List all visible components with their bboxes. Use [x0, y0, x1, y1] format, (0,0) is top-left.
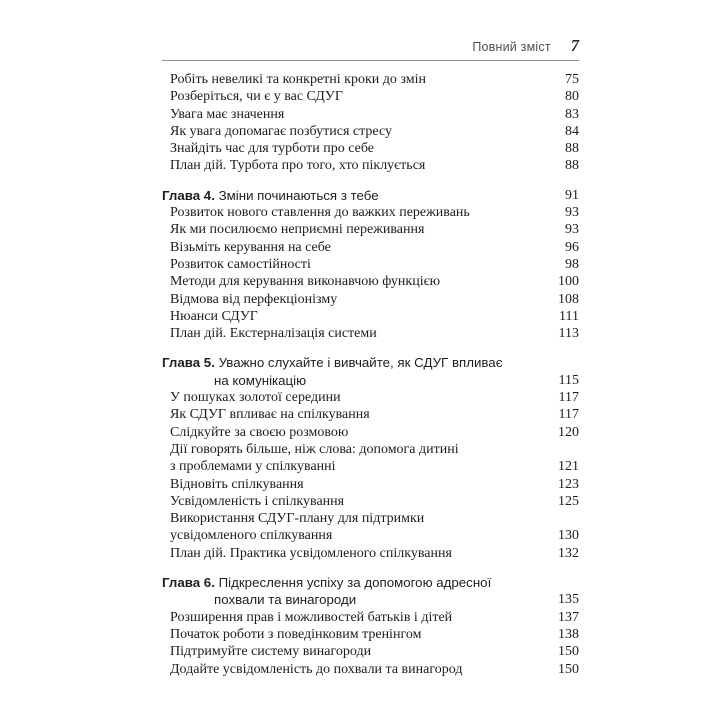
entry-page-number: 125 [558, 493, 579, 509]
toc-entry [162, 256, 579, 273]
entry-title-line: Слідкуйте за своєю розмовою [170, 424, 349, 440]
chapter-title-line [162, 354, 502, 371]
entry-title-line: Розвиток самостійності [170, 256, 311, 272]
toc-entry [162, 626, 579, 643]
entry-title [170, 106, 284, 123]
chapter-page-number: 115 [558, 372, 579, 388]
entry-page-number: 121 [558, 459, 579, 475]
entry-page-number: 132 [558, 545, 579, 561]
entry-title [170, 389, 341, 406]
chapter-label: Глава 4. [162, 187, 219, 203]
entry-page-number: 123 [558, 476, 579, 492]
toc-entry [162, 493, 579, 510]
entry-title-line: Увага має значення [170, 106, 285, 122]
chapter-title-line [162, 574, 491, 591]
toc-entry [162, 325, 579, 342]
entry-title [170, 406, 370, 423]
toc-entry [162, 273, 579, 290]
toc-entry [162, 643, 579, 660]
entry-page-number: 93 [565, 222, 579, 238]
page-header [162, 36, 579, 61]
entry-title [170, 157, 425, 174]
chapter-page-number: 91 [565, 187, 579, 203]
entry-title [170, 493, 344, 510]
entry-title-line: Відновіть спілкування [170, 476, 304, 492]
toc-entry [162, 661, 579, 678]
toc-entry [162, 221, 579, 238]
entry-title-line: Нюанси СДУГ [170, 308, 258, 324]
entry-title-line: усвідомленого спілкування [170, 528, 333, 544]
chapter-label: Глава 6. [162, 575, 219, 591]
entry-title-line: Підтримуйте систему винагороди [170, 644, 372, 660]
entry-title [170, 661, 462, 678]
entry-title [170, 609, 452, 626]
entry-page-number: 98 [565, 256, 579, 272]
entry-title-line: Знайдіть час для турботи про себе [170, 141, 374, 157]
entry-title-line: Як увага допомагає позбутися стресу [170, 123, 392, 139]
entry-page-number: 150 [558, 644, 579, 660]
entry-title [170, 291, 337, 308]
toc-sections [162, 71, 579, 678]
running-title: Повний зміст [472, 40, 551, 54]
entry-title-line: План дій. Екстерналізація системи [170, 326, 377, 342]
entry-title-line: Як ми посилюємо неприємні переживання [170, 222, 425, 238]
entry-title [170, 308, 258, 325]
entry-page-number: 88 [565, 141, 579, 157]
entry-title [170, 626, 421, 643]
entry-title [170, 221, 424, 238]
entry-page-number: 111 [559, 308, 579, 324]
toc-chapter-section [162, 574, 579, 678]
chapter-title-lines [162, 354, 502, 389]
chapter-title: Уважно слухайте і вивчайте, як СДУГ впливає [218, 355, 503, 371]
entry-title [170, 643, 371, 660]
entry-title-line: Усвідомленість і спілкування [170, 493, 345, 509]
chapter-label: Глава 5. [162, 355, 219, 371]
toc-entry [162, 106, 579, 123]
chapter-heading [162, 187, 579, 204]
entry-title-line: План дій. Турбота про того, хто піклується [170, 158, 426, 174]
chapter-title: Підкреслення успіху за допомогою адресної [218, 575, 492, 591]
toc-section [162, 71, 579, 175]
toc-entry [162, 123, 579, 140]
entry-title [170, 204, 470, 221]
toc-entry [162, 406, 579, 423]
entry-title [170, 510, 424, 545]
toc-entry [162, 204, 579, 221]
entry-page-number: 130 [558, 528, 579, 544]
chapter-title-lines [162, 187, 379, 204]
chapter-page-number: 135 [558, 592, 579, 608]
toc-entry [162, 239, 579, 256]
entry-title [170, 273, 440, 290]
entry-title [170, 256, 311, 273]
folio-page-number: 7 [570, 36, 579, 55]
toc-entry [162, 291, 579, 308]
entry-page-number: 100 [558, 274, 579, 290]
entry-title [170, 476, 304, 493]
entry-title-line: Візьміть керування на себе [170, 239, 331, 255]
entry-page-number: 96 [565, 239, 579, 255]
entry-page-number: 117 [558, 407, 579, 423]
toc-entry [162, 609, 579, 626]
entry-title-line: Розберіться, чи є у вас СДУГ [170, 89, 343, 105]
toc-entry [162, 389, 579, 406]
entry-title-line: Як СДУГ впливає на спілкування [170, 407, 370, 423]
entry-page-number: 117 [558, 390, 579, 406]
entry-title-line: План дій. Практика усвідомленого спілкування [170, 545, 452, 561]
entry-page-number: 138 [558, 626, 579, 642]
toc-entry [162, 441, 579, 476]
entry-page-number: 88 [565, 158, 579, 174]
toc-entry [162, 476, 579, 493]
chapter-title: Зміни починаються з тебе [218, 187, 379, 203]
entry-title-line: У пошуках золотої середини [170, 390, 341, 406]
entry-page-number: 83 [565, 106, 579, 122]
entry-title [170, 239, 331, 256]
entry-page-number: 80 [565, 89, 579, 105]
toc-entry [162, 308, 579, 325]
entry-page-number: 137 [558, 609, 579, 625]
entry-title-line: з проблемами у спілкуванні [170, 459, 336, 475]
entry-page-number: 150 [558, 661, 579, 677]
toc-entry [162, 510, 579, 545]
entry-page-number: 75 [565, 72, 579, 87]
entry-title-line: Додайте усвідомленість до похвали та винагород [170, 661, 463, 677]
entry-title-line: Розширення прав і можливостей батьків і дітей [170, 609, 453, 625]
toc-entry [162, 424, 579, 441]
entry-title [170, 325, 377, 342]
entry-title [170, 424, 348, 441]
chapter-heading [162, 354, 579, 389]
entry-title-line: Дії говорять більше, ніж слова: допомога дитині [170, 441, 459, 457]
page-content [162, 36, 579, 678]
entry-page-number: 93 [565, 205, 579, 221]
chapter-title-continued: на комунікацію [214, 372, 307, 388]
chapter-title-lines [162, 574, 491, 609]
chapter-title-continued: похвали та винагороди [214, 592, 357, 608]
entry-title-line: Використання СДУГ-плану для підтримки [170, 511, 425, 527]
toc-chapter-section [162, 187, 579, 343]
entry-page-number: 108 [558, 291, 579, 307]
toc-entry [162, 88, 579, 105]
entry-page-number: 113 [558, 326, 579, 342]
entry-page-number: 84 [565, 123, 579, 139]
toc-entry [162, 545, 579, 562]
entry-title-line: Методи для керування виконавчою функцією [170, 274, 441, 290]
entry-title-line: Початок роботи з поведінковим тренінгом [170, 626, 422, 642]
chapter-heading [162, 574, 579, 609]
entry-title [170, 88, 343, 105]
toc-chapter-section [162, 354, 579, 562]
entry-title [170, 140, 374, 157]
entry-title-line: Розвиток нового ставлення до важких переживань [170, 205, 470, 221]
toc-entry [162, 157, 579, 174]
entry-title-line: Відмова від перфекціонізму [170, 291, 338, 307]
entry-title-line: Робіть невеликі та конкретні кроки до змін [170, 72, 426, 87]
toc-entry [162, 140, 579, 157]
entry-title [170, 123, 392, 140]
entry-page-number: 120 [558, 424, 579, 440]
entry-title [170, 545, 452, 562]
entry-title [170, 441, 459, 476]
toc-entry [162, 71, 579, 88]
chapter-title-line [162, 187, 379, 204]
entry-title [170, 71, 426, 88]
